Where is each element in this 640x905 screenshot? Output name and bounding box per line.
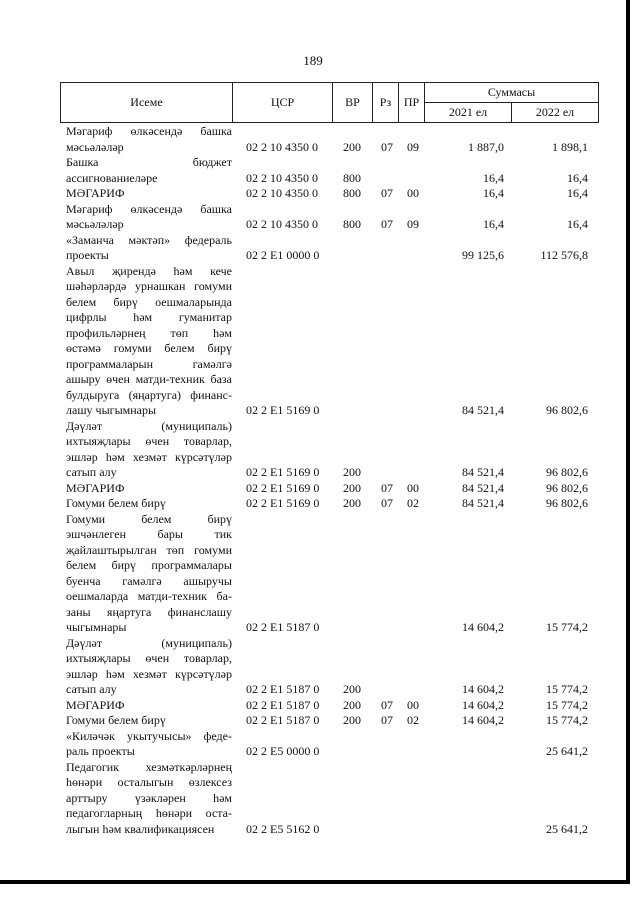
row-pr: 02 (407, 496, 419, 510)
page-number: 189 (303, 53, 323, 68)
table-row (0, 698, 626, 714)
row-pr: 09 (407, 139, 419, 154)
table-row (0, 481, 626, 497)
row-rz: 07 (381, 496, 393, 510)
row-name-line: чыгымнары (66, 620, 127, 634)
row-sum-2022: 96 802,6 (546, 403, 588, 417)
row-name-line: лашу чыгымнары (66, 403, 157, 417)
row-name (66, 713, 232, 729)
row-name (66, 202, 232, 233)
row-sum-2022: 15 774,2 (546, 697, 588, 712)
row-pr: 09 (407, 217, 419, 231)
row-name-line: Гомуми белем бирү (66, 496, 166, 510)
row-name (66, 496, 232, 512)
row-sum-2022: 112 576,8 (540, 248, 588, 262)
row-name-line: өстәмә гомуми белем бирү (66, 341, 232, 355)
row-name-line: җайлаштырылган төп гомуми (66, 542, 232, 557)
header-pr: ПР (399, 83, 425, 123)
row-name-line: цифрлы һәм гуманитар (66, 310, 232, 324)
table-row (0, 496, 626, 512)
row-sum-2022: 15 774,2 (546, 713, 588, 727)
row-sum-2021: 16,4 (483, 217, 504, 231)
row-name-line: ихтыяҗлары өчен товарлар, (66, 434, 232, 448)
table-row (0, 233, 626, 264)
header-year-2022: 2022 ел (512, 103, 599, 123)
row-vr: 800 (343, 217, 361, 231)
row-name-line: мәсьәләләр (66, 217, 124, 231)
row-vr: 200 (343, 465, 361, 479)
row-sum-2022: 1 898,1 (552, 139, 588, 154)
row-csr: 02 2 E1 5187 0 (246, 697, 320, 712)
table-row (0, 155, 626, 186)
row-name-line: Гомуми белем бирү (66, 713, 166, 727)
row-name-line: буенча гамәлгә ашыручы (66, 573, 232, 588)
row-csr: 02 2 E1 0000 0 (246, 248, 320, 262)
row-name-line: арттыру үзәкләрен һәм (66, 790, 232, 805)
row-name-line: Гомуми белем бирү (66, 511, 232, 526)
row-vr: 200 (343, 697, 361, 712)
row-name-line: мәсьәләләр (66, 139, 124, 154)
row-csr: 02 2 E1 5169 0 (246, 480, 320, 495)
row-csr: 02 2 10 4350 0 (246, 186, 318, 200)
row-csr: 02 2 E1 5187 0 (246, 620, 320, 634)
row-name-line: Дәүләт (муниципаль) (66, 418, 232, 433)
row-name-line: булдыруга (яңартуга) финанс- (66, 387, 232, 402)
row-csr: 02 2 E1 5187 0 (246, 682, 320, 696)
row-pr: 02 (407, 713, 419, 727)
row-name-line: Авыл җирендә һәм кече (66, 263, 232, 278)
row-sum-2021: 84 521,4 (462, 465, 504, 479)
row-pr: 00 (407, 480, 419, 495)
table-row (0, 729, 626, 760)
row-sum-2021: 14 604,2 (462, 713, 504, 727)
row-name-line: сатып алу (66, 682, 117, 696)
header-csr: ЦСР (233, 83, 333, 123)
row-vr: 800 (343, 186, 361, 200)
row-name (66, 155, 232, 186)
row-sum-2021: 14 604,2 (462, 620, 504, 634)
row-name-line: сатып алу (66, 465, 117, 479)
row-vr: 200 (343, 139, 361, 154)
row-name-line: оешмаларда матди-техник ба- (66, 589, 232, 603)
row-name-line: Башка бюджет (66, 155, 232, 169)
row-name (66, 760, 232, 838)
row-csr: 02 2 E5 0000 0 (246, 744, 320, 758)
row-name-line: проекты (66, 248, 109, 262)
row-csr: 02 2 10 4350 0 (246, 217, 318, 231)
row-csr: 02 2 10 4350 0 (246, 170, 318, 185)
row-sum-2022: 25 641,2 (546, 744, 588, 758)
table-row (0, 186, 626, 202)
row-name (66, 729, 232, 760)
row-name-line: МӘГАРИФ (66, 186, 125, 200)
row-sum-2021: 99 125,6 (462, 248, 504, 262)
row-sum-2022: 16,4 (567, 170, 588, 185)
row-rz: 07 (381, 697, 393, 712)
table-row (0, 264, 626, 419)
header-year-2021: 2021 ел (425, 103, 512, 123)
table-row (0, 202, 626, 233)
row-sum-2022: 25 641,2 (546, 821, 588, 836)
row-vr: 200 (343, 480, 361, 495)
row-name-line: лыгын һәм квалификациясен (66, 821, 215, 836)
row-name-line: программаларын гамәлгә (66, 356, 232, 371)
row-name-line: МӘГАРИФ (66, 480, 125, 495)
row-name-line: ихтыяҗлары өчен товарлар, (66, 651, 232, 665)
row-name-line: белем бирү программалары (66, 558, 232, 572)
row-sum-2021: 14 604,2 (462, 697, 504, 712)
row-name (66, 698, 232, 714)
row-name-line: раль проекты (66, 744, 135, 758)
row-sum-2022: 16,4 (567, 186, 588, 200)
row-sum-2022: 96 802,6 (546, 496, 588, 510)
row-sum-2021: 84 521,4 (462, 496, 504, 510)
row-name-line: Мәгариф өлкәсендә башка (66, 124, 232, 138)
row-vr: 200 (343, 713, 361, 727)
row-name (66, 186, 232, 202)
row-name-line: эшләр һәм хезмәт күрсәтүләр (66, 449, 232, 464)
row-sum-2021: 14 604,2 (462, 682, 504, 696)
header-sums: Суммасы (425, 83, 599, 103)
row-pr: 00 (407, 186, 419, 200)
row-name-line: Дәүләт (муниципаль) (66, 635, 232, 650)
row-sum-2021: 16,4 (483, 186, 504, 200)
header-rz: Рз (373, 83, 399, 123)
row-name-line: МӘГАРИФ (66, 697, 125, 712)
table-row (0, 760, 626, 838)
row-csr: 02 2 E1 5169 0 (246, 465, 320, 479)
row-vr: 200 (343, 496, 361, 510)
row-name (66, 512, 232, 636)
row-name-line: белем бирү оешмаларында (66, 294, 232, 309)
header-name: Исеме (61, 83, 233, 123)
row-name-line: заны яңартуга финанслашу (66, 604, 232, 619)
row-name (66, 636, 232, 698)
row-name-line: «Заманча мәктәп» федераль (66, 232, 232, 247)
row-name-line: ассигнованиеләре (66, 170, 158, 185)
table-body (0, 124, 626, 837)
table-row (0, 636, 626, 698)
row-csr: 02 2 E1 5169 0 (246, 403, 320, 417)
row-sum-2022: 96 802,6 (546, 465, 588, 479)
row-sum-2021: 84 521,4 (462, 480, 504, 495)
row-name-line: эшчәнлеген бары тик (66, 527, 232, 541)
row-name (66, 481, 232, 497)
header-vr: ВР (333, 83, 373, 123)
table-row (0, 713, 626, 729)
row-rz: 07 (381, 186, 393, 200)
row-rz: 07 (381, 217, 393, 231)
table-header (60, 82, 599, 123)
row-sum-2022: 96 802,6 (546, 480, 588, 495)
row-csr: 02 2 E1 5169 0 (246, 496, 320, 510)
row-rz: 07 (381, 139, 393, 154)
row-sum-2022: 16,4 (567, 217, 588, 231)
table-row (0, 419, 626, 481)
table-row (0, 512, 626, 636)
row-vr: 800 (343, 170, 361, 185)
row-name-line: профильләрнең төп һәм (66, 325, 232, 340)
row-name-line: Мәгариф өлкәсендә башка (66, 201, 232, 216)
row-name-line: Педагогик хезмәткәрләрнең (66, 759, 232, 774)
row-name-line: педагогларның һөнәри оста- (66, 806, 232, 820)
row-rz: 07 (381, 480, 393, 495)
row-rz: 07 (381, 713, 393, 727)
row-pr: 00 (407, 697, 419, 712)
row-sum-2021: 16,4 (483, 170, 504, 185)
row-csr: 02 2 10 4350 0 (246, 139, 318, 154)
row-name (66, 124, 232, 155)
row-vr: 200 (343, 682, 361, 696)
row-name-line: шәһәрләрдә урнашкан гомуми (66, 279, 232, 293)
row-name-line: эшләр һәм хезмәт күрсәтүләр (66, 666, 232, 681)
row-sum-2022: 15 774,2 (546, 620, 588, 634)
row-name (66, 233, 232, 264)
row-sum-2021: 1 887,0 (468, 139, 504, 154)
row-sum-2022: 15 774,2 (546, 682, 588, 696)
row-csr: 02 2 E5 5162 0 (246, 821, 320, 836)
table-row (0, 124, 626, 155)
row-name-line: ашыру өчен матди-техник база (66, 372, 232, 386)
row-csr: 02 2 E1 5187 0 (246, 713, 320, 727)
row-name-line: «Киләчәк укытучысы» феде- (66, 728, 232, 743)
row-name (66, 264, 232, 419)
row-name (66, 419, 232, 481)
row-sum-2021: 84 521,4 (462, 403, 504, 417)
row-name-line: һөнәри осталыгын өзлексез (66, 775, 232, 789)
